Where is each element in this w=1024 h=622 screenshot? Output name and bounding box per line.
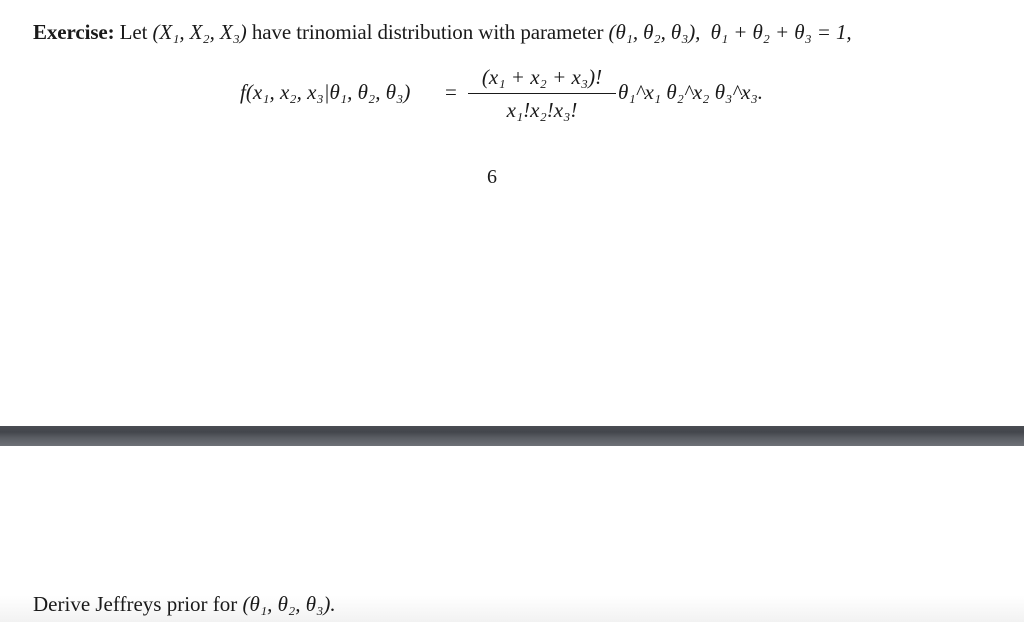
- page-number: 6: [487, 166, 497, 188]
- random-variables: (X₁, X₂, X₃): [152, 20, 247, 44]
- fraction-bar: [468, 93, 616, 94]
- task-parameters: (θ₁, θ₂, θ₃).: [242, 592, 336, 616]
- task-text: Derive Jeffreys prior for: [33, 592, 238, 616]
- exercise-statement: [33, 20, 852, 45]
- exercise-text-distribution: have trinomial distribution with parameter: [251, 20, 604, 44]
- page-separator: [0, 426, 1024, 446]
- formula-theta-powers: θ₁^x₁ θ₂^x₂ θ₃^x₃.: [618, 80, 764, 104]
- parameter-tuple: (θ₁, θ₂, θ₃),: [608, 20, 701, 44]
- fraction-numerator: (x₁ + x₂ + x₃)!: [481, 65, 603, 89]
- exercise-text-let: Let: [119, 20, 148, 44]
- task-statement: [33, 592, 336, 617]
- fraction-denominator: x₁!x₂!x₃!: [506, 98, 578, 122]
- formula-fraction: [468, 62, 616, 126]
- formula-lhs: f(x₁, x₂, x₃|θ₁, θ₂, θ₃): [240, 80, 411, 104]
- parameter-constraint: θ₁ + θ₂ + θ₃ = 1,: [710, 20, 852, 44]
- formula-equals: =: [445, 80, 457, 104]
- exercise-label: Exercise:: [33, 20, 115, 44]
